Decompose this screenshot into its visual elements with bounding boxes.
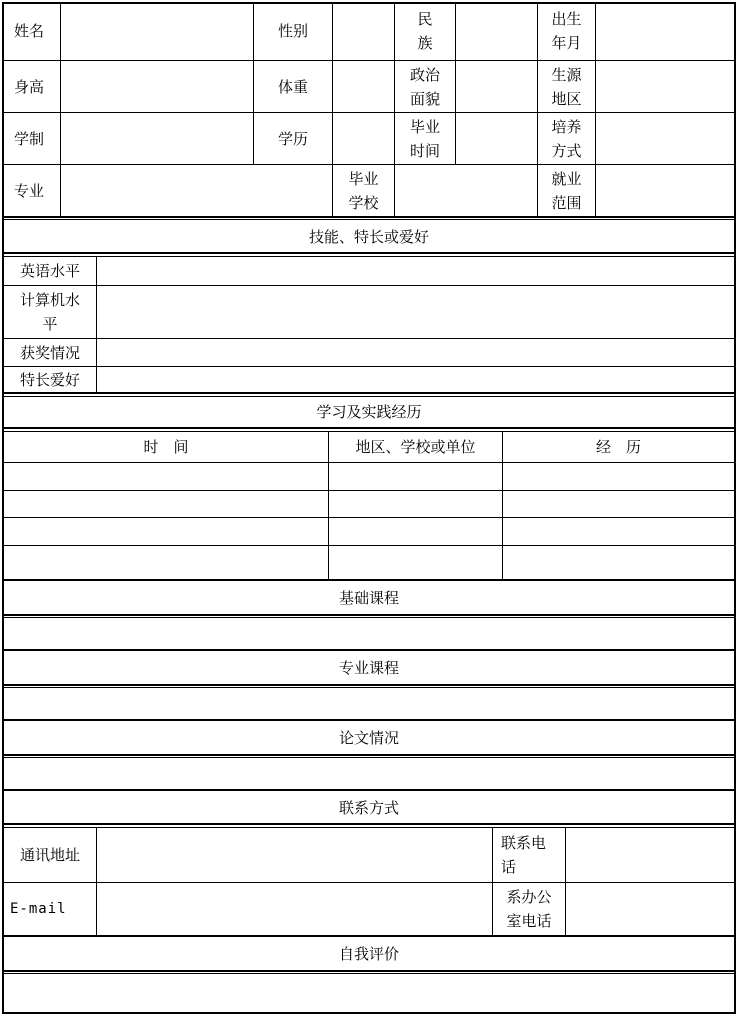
email-field[interactable] [97, 883, 492, 935]
major-label: 专业 [14, 181, 45, 200]
schooling-label: 学制 [14, 129, 45, 148]
rule [2, 789, 736, 791]
english-label: 英语水平 [19, 262, 80, 280]
col-experience-header: 经 历 [595, 438, 641, 456]
school-field[interactable] [395, 165, 537, 216]
computer-field[interactable] [97, 286, 734, 338]
major-courses-header: 专业课程 [338, 659, 399, 677]
weight-field[interactable] [333, 61, 394, 112]
major-courses-field[interactable] [4, 688, 734, 719]
experience-place-cell[interactable] [329, 491, 502, 517]
experience-place-cell[interactable] [329, 518, 502, 545]
phone-label: 联系电 话 [501, 834, 547, 876]
gender-label: 性别 [277, 22, 308, 40]
origin-field[interactable] [596, 61, 734, 112]
thesis-header: 论文情况 [338, 729, 399, 747]
height-label: 身高 [14, 77, 45, 96]
political-label: 政治 面貌 [409, 65, 440, 108]
phone-field[interactable] [566, 828, 734, 882]
training-label: 培养 方式 [551, 117, 582, 160]
basic-courses-field[interactable] [4, 618, 734, 649]
experience-detail-cell[interactable] [503, 518, 734, 545]
thesis-field[interactable] [4, 758, 734, 789]
experience-detail-cell[interactable] [503, 491, 734, 517]
origin-label: 生源 地区 [551, 65, 582, 108]
office-phone-field[interactable] [566, 883, 734, 935]
contact-header: 联系方式 [338, 798, 399, 817]
rule [2, 649, 736, 651]
rule [2, 216, 736, 218]
rule [2, 614, 736, 616]
awards-field[interactable] [97, 339, 734, 366]
weight-label: 体重 [277, 77, 308, 96]
ethnicity-field[interactable] [456, 3, 537, 60]
rule [2, 392, 736, 394]
border-right [734, 2, 736, 1014]
political-field[interactable] [456, 61, 537, 112]
rule [2, 684, 736, 686]
col-place-header: 地区、学校或单位 [355, 438, 476, 456]
border-bottom [2, 1012, 736, 1014]
hobbies-label: 特长爱好 [19, 370, 80, 389]
experience-time-cell[interactable] [4, 491, 328, 517]
degree-field[interactable] [333, 113, 394, 164]
office-phone-label: 系办公 室电话 [506, 888, 552, 930]
name-label: 姓名 [14, 22, 45, 40]
basic-courses-header: 基础课程 [338, 589, 399, 607]
rule [2, 823, 736, 825]
rule [2, 935, 736, 937]
col-time-header: 时 间 [143, 438, 189, 456]
employment-label: 就业 范围 [551, 169, 582, 212]
rule [2, 754, 736, 756]
employment-field[interactable] [596, 165, 734, 216]
rule [2, 252, 736, 254]
self-eval-header: 自我评价 [338, 945, 399, 963]
skills-header: 技能、特长或爱好 [308, 227, 429, 246]
height-field[interactable] [61, 61, 253, 112]
major-field[interactable] [61, 165, 332, 216]
graduation-field[interactable] [456, 113, 537, 164]
self-eval-field[interactable] [4, 974, 734, 1012]
degree-label: 学历 [277, 129, 308, 148]
english-field[interactable] [97, 257, 734, 285]
schooling-field[interactable] [61, 113, 253, 164]
address-label: 通讯地址 [19, 846, 80, 864]
computer-label: 计算机水 平 [19, 291, 80, 333]
name-field[interactable] [61, 3, 253, 60]
training-field[interactable] [596, 113, 734, 164]
experience-header: 学习及实践经历 [316, 403, 422, 421]
ethnicity-label: 民 族 [417, 10, 433, 52]
address-field[interactable] [97, 828, 492, 882]
awards-label: 获奖情况 [19, 343, 80, 362]
experience-time-cell[interactable] [4, 463, 328, 490]
hobbies-field[interactable] [97, 367, 734, 392]
birth-field[interactable] [596, 3, 734, 60]
birth-label: 出生 年月 [551, 10, 582, 52]
graduation-label: 毕业 时间 [409, 117, 440, 160]
experience-detail-cell[interactable] [503, 463, 734, 490]
rule [2, 579, 736, 581]
rule [2, 719, 736, 721]
rule [2, 427, 736, 429]
school-label: 毕业 学校 [348, 169, 379, 212]
gender-field[interactable] [333, 3, 394, 60]
experience-place-cell[interactable] [329, 546, 502, 579]
experience-place-cell[interactable] [329, 463, 502, 490]
experience-time-cell[interactable] [4, 518, 328, 545]
experience-detail-cell[interactable] [503, 546, 734, 579]
email-label: E-mail [10, 901, 67, 917]
rule [2, 970, 736, 972]
experience-time-cell[interactable] [4, 546, 328, 579]
